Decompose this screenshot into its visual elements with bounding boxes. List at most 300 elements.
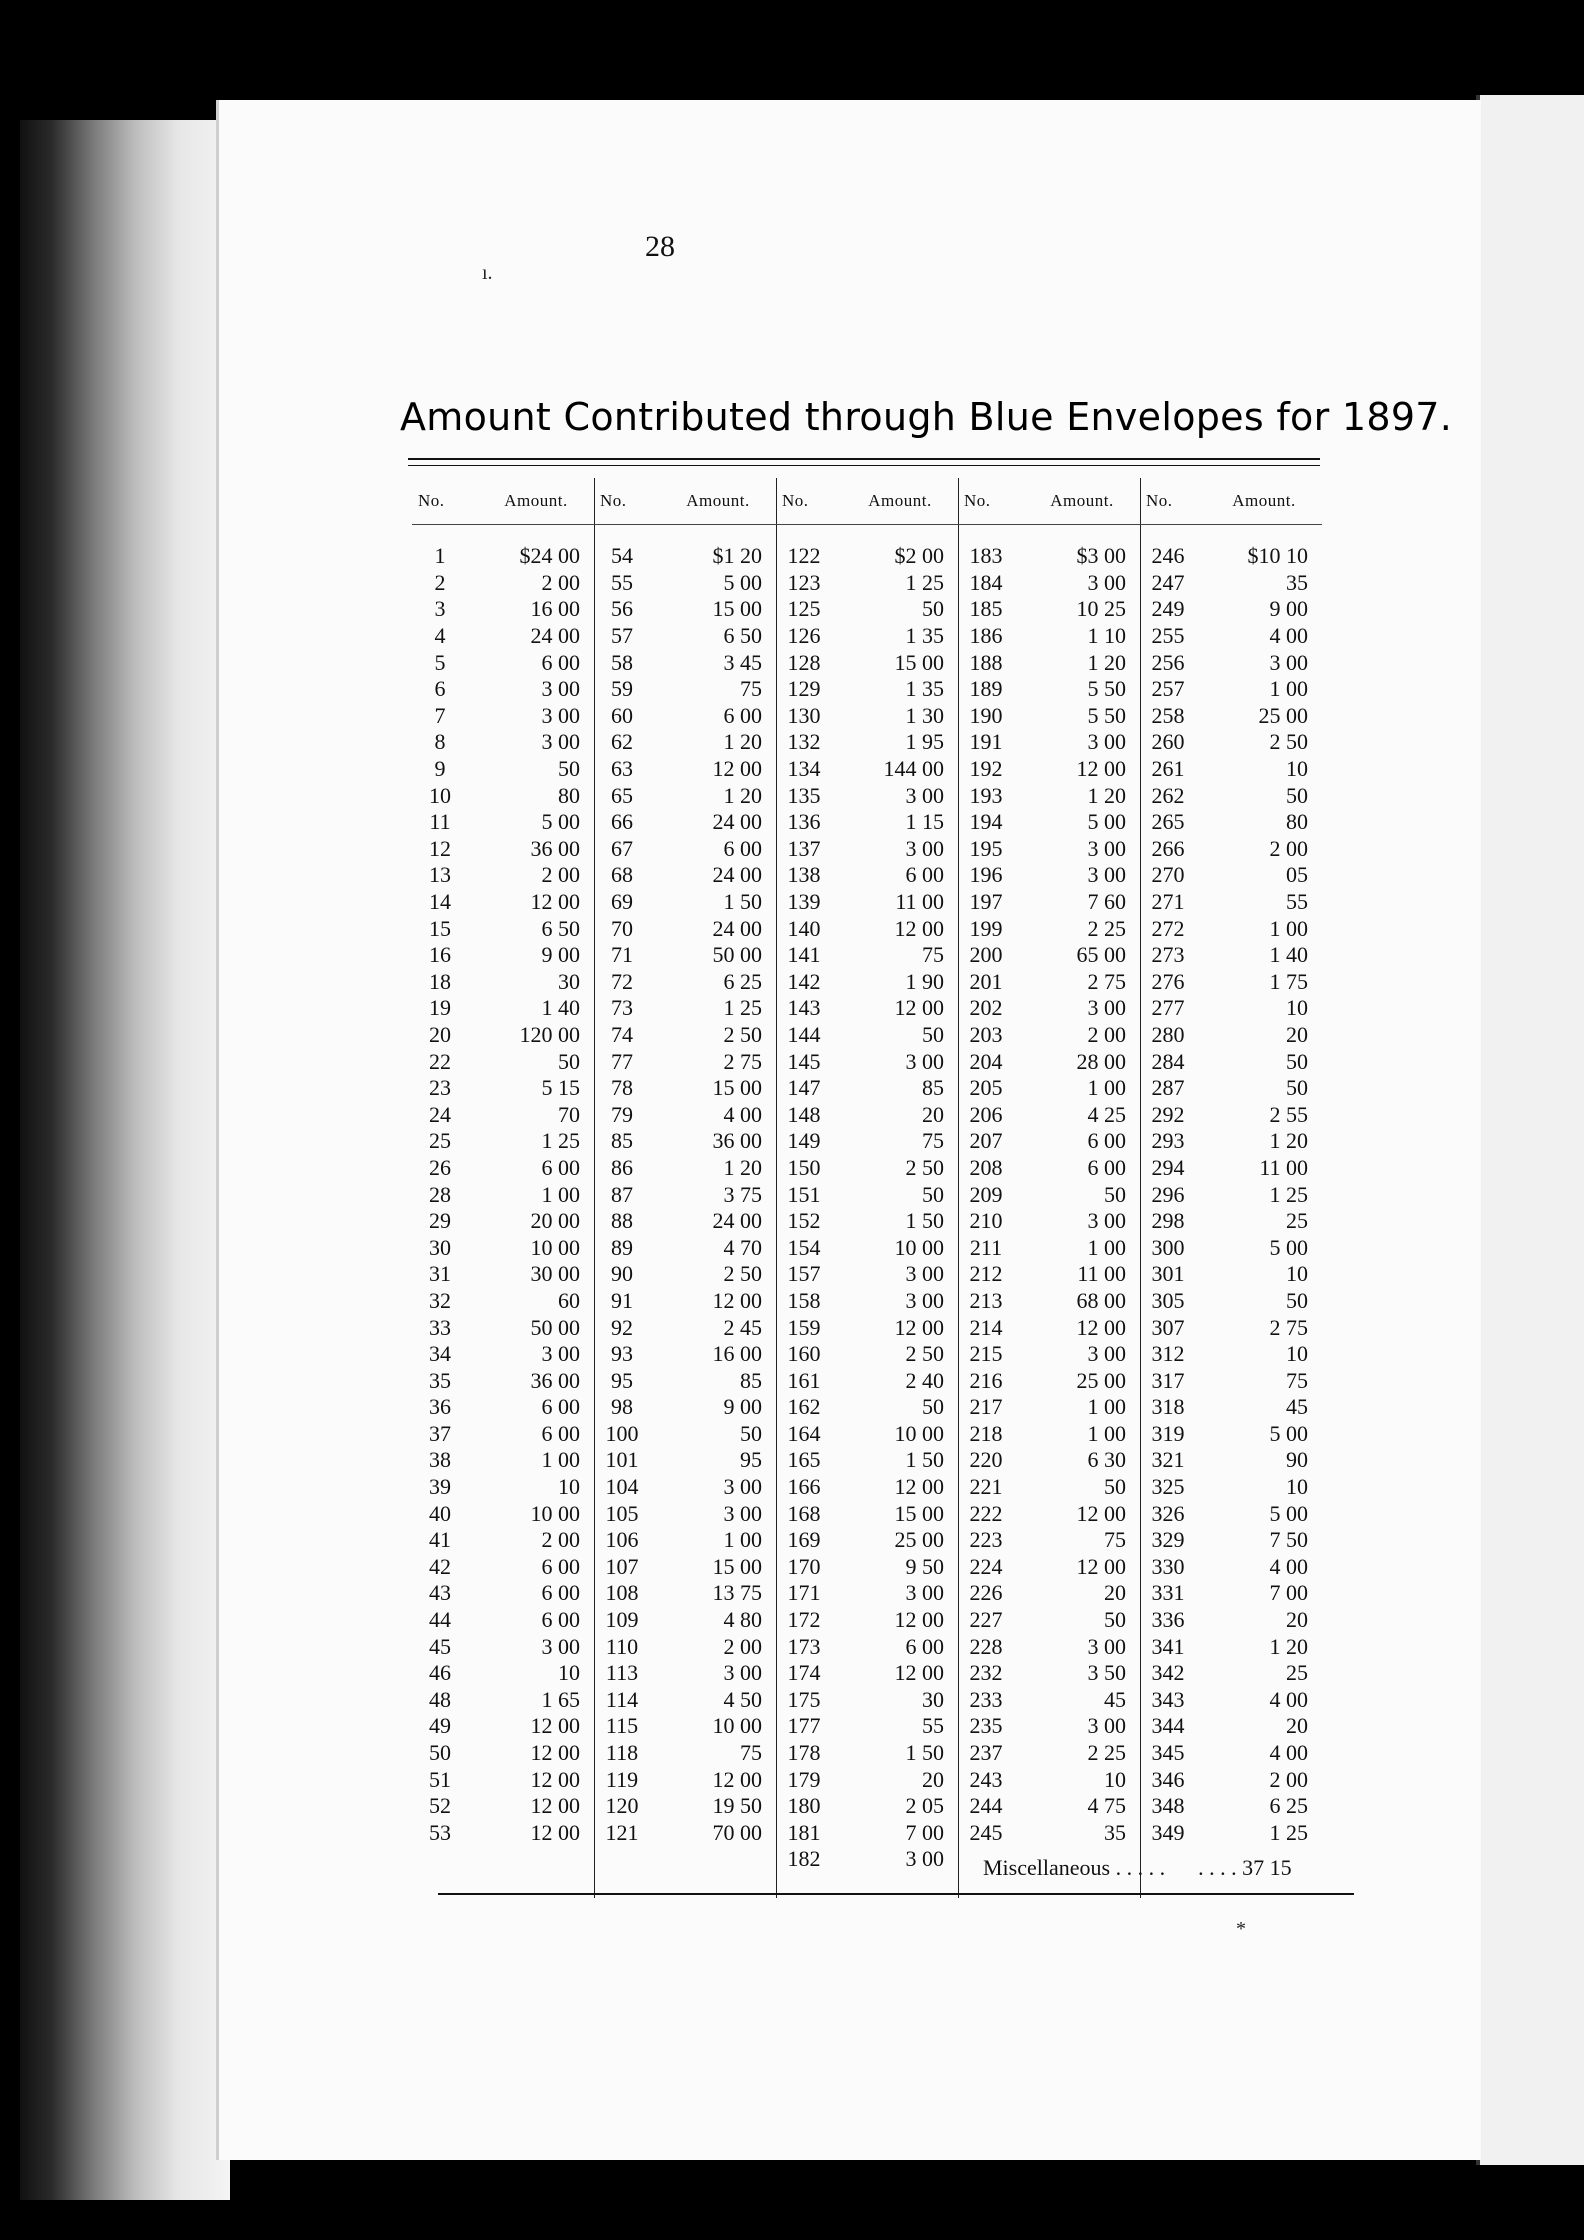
table-row xyxy=(776,1740,958,1767)
table-row xyxy=(412,995,594,1022)
amount-value: 20 xyxy=(1286,1607,1308,1633)
envelope-number: 273 xyxy=(1151,942,1185,968)
table-row xyxy=(1140,1367,1322,1394)
amount-value: 24 00 xyxy=(530,623,580,649)
amount-value: 50 xyxy=(1104,1474,1126,1500)
table-row xyxy=(412,1793,594,1820)
envelope-number: 41 xyxy=(429,1527,451,1553)
amount-value: 10 00 xyxy=(712,1713,762,1739)
envelope-number: 143 xyxy=(787,995,821,1021)
envelope-number: 348 xyxy=(1151,1793,1185,1819)
table-row xyxy=(412,1101,594,1128)
amount-value: 4 80 xyxy=(723,1607,762,1633)
table-row xyxy=(958,623,1140,650)
envelope-number: 26 xyxy=(429,1154,451,1180)
envelope-number: 130 xyxy=(787,702,821,728)
table-row xyxy=(776,676,958,703)
table-row xyxy=(958,1155,1140,1182)
table-row xyxy=(594,1766,776,1793)
amount-value: 68 00 xyxy=(1076,1287,1126,1313)
envelope-number: 33 xyxy=(429,1314,451,1340)
table-row xyxy=(412,1261,594,1288)
envelope-number: 166 xyxy=(787,1474,821,1500)
envelope-number: 119 xyxy=(605,1766,639,1792)
ink-mark: * xyxy=(1236,1918,1246,1940)
envelope-number: 71 xyxy=(611,942,633,968)
table-row xyxy=(776,1421,958,1448)
amount-value: 2 00 xyxy=(1269,835,1308,861)
envelope-number: 62 xyxy=(611,729,633,755)
envelope-number: 191 xyxy=(969,729,1003,755)
table-row xyxy=(412,1288,594,1315)
envelope-number: 161 xyxy=(787,1367,821,1393)
envelope-number: 192 xyxy=(969,756,1003,782)
page-number: 28 xyxy=(645,230,675,263)
envelope-number: 50 xyxy=(429,1740,451,1766)
amount-value: 45 xyxy=(1104,1686,1126,1712)
table-row xyxy=(958,1022,1140,1049)
envelope-number: 120 xyxy=(605,1793,639,1819)
amount-value: 3 00 xyxy=(541,729,580,755)
table-row xyxy=(594,1128,776,1155)
envelope-number: 329 xyxy=(1151,1527,1185,1553)
amount-value: 10 xyxy=(1286,1261,1308,1287)
amount-value: 20 xyxy=(922,1101,944,1127)
amount-value: 2 00 xyxy=(541,569,580,595)
amount-value: 1 50 xyxy=(723,889,762,915)
amount-value: 19 50 xyxy=(712,1793,762,1819)
amount-value: $1 20 xyxy=(712,543,762,569)
table-row xyxy=(1140,1687,1322,1714)
envelope-number: 56 xyxy=(611,596,633,622)
envelope-number: 233 xyxy=(969,1686,1003,1712)
column-header xyxy=(412,478,594,525)
table-row xyxy=(594,1527,776,1554)
table-row xyxy=(412,1447,594,1474)
table-row xyxy=(594,1314,776,1341)
envelope-number: 134 xyxy=(787,756,821,782)
envelope-number: 72 xyxy=(611,968,633,994)
envelope-number: 186 xyxy=(969,623,1003,649)
envelope-number: 213 xyxy=(969,1287,1003,1313)
table-row xyxy=(594,1075,776,1102)
envelope-number: 173 xyxy=(787,1633,821,1659)
envelope-number: 152 xyxy=(787,1208,821,1234)
amount-value: 6 00 xyxy=(541,1154,580,1180)
miscellaneous-line xyxy=(983,1855,1343,1881)
amount-value: 70 00 xyxy=(712,1819,762,1845)
table-row xyxy=(594,1820,776,1847)
table-row xyxy=(1140,1447,1322,1474)
table-row xyxy=(594,1101,776,1128)
title-double-rule xyxy=(408,458,1320,466)
table-row xyxy=(776,649,958,676)
table-row xyxy=(1140,1261,1322,1288)
amount-value: 55 xyxy=(1286,889,1308,915)
amount-value: 3 00 xyxy=(541,1341,580,1367)
amount-value: 11 00 xyxy=(895,889,944,915)
amount-value: 3 00 xyxy=(723,1474,762,1500)
envelope-number: 132 xyxy=(787,729,821,755)
table-row xyxy=(594,1554,776,1581)
amount-value: 9 00 xyxy=(541,942,580,968)
envelope-number: 227 xyxy=(969,1607,1003,1633)
table-row xyxy=(1140,1713,1322,1740)
amount-value: 9 00 xyxy=(723,1394,762,1420)
envelope-number: 256 xyxy=(1151,649,1185,675)
table-row xyxy=(412,756,594,783)
amount-value: 24 00 xyxy=(712,1208,762,1234)
envelope-number: 204 xyxy=(969,1048,1003,1074)
table-row xyxy=(958,1500,1140,1527)
table-row xyxy=(776,1500,958,1527)
book-page-edges xyxy=(20,120,230,2200)
envelope-number: 24 xyxy=(429,1101,451,1127)
envelope-number: 20 xyxy=(429,1021,451,1047)
table-row xyxy=(1140,782,1322,809)
envelope-number: 148 xyxy=(787,1101,821,1127)
envelope-number: 31 xyxy=(429,1261,451,1287)
table-row xyxy=(776,729,958,756)
table-row xyxy=(594,729,776,756)
table-row xyxy=(412,623,594,650)
envelope-number: 28 xyxy=(429,1181,451,1207)
envelope-number: 287 xyxy=(1151,1075,1185,1101)
miscellaneous-label: Miscellaneous xyxy=(983,1855,1111,1880)
table-row xyxy=(1140,1022,1322,1049)
table-row xyxy=(412,1394,594,1421)
amount-value: 4 25 xyxy=(1087,1101,1126,1127)
amount-value: 1 00 xyxy=(541,1447,580,1473)
amount-value: 1 15 xyxy=(905,809,944,835)
envelope-number: 224 xyxy=(969,1553,1003,1579)
table-row xyxy=(776,862,958,889)
table-row xyxy=(776,1101,958,1128)
envelope-number: 93 xyxy=(611,1341,633,1367)
table-row xyxy=(412,1607,594,1634)
envelope-number: 43 xyxy=(429,1580,451,1606)
table-row xyxy=(412,1554,594,1581)
amount-value: 2 75 xyxy=(1087,968,1126,994)
envelope-number: 69 xyxy=(611,889,633,915)
table-row xyxy=(1140,969,1322,996)
envelope-number: 101 xyxy=(605,1447,639,1473)
amount-value: 15 00 xyxy=(712,596,762,622)
amount-value: 4 00 xyxy=(723,1101,762,1127)
envelope-number: 42 xyxy=(429,1553,451,1579)
envelope-number: 319 xyxy=(1151,1420,1185,1446)
table-row xyxy=(776,1394,958,1421)
envelope-number: 144 xyxy=(787,1021,821,1047)
table-row xyxy=(958,969,1140,996)
envelope-number: 189 xyxy=(969,676,1003,702)
amount-value: 1 00 xyxy=(1087,1234,1126,1260)
table-row xyxy=(412,1740,594,1767)
amount-value: 50 00 xyxy=(530,1314,580,1340)
table-row xyxy=(958,1447,1140,1474)
amount-value: 30 00 xyxy=(530,1261,580,1287)
envelope-number: 331 xyxy=(1151,1580,1185,1606)
amount-value: 3 00 xyxy=(723,1660,762,1686)
amount-value: 25 00 xyxy=(1076,1367,1126,1393)
header-amount: Amount. xyxy=(1232,491,1296,510)
envelope-number: 194 xyxy=(969,809,1003,835)
header-amount: Amount. xyxy=(504,491,568,510)
envelope-number: 35 xyxy=(429,1367,451,1393)
amount-value: 6 00 xyxy=(541,1420,580,1446)
table-row xyxy=(412,703,594,730)
envelope-number: 246 xyxy=(1151,543,1185,569)
amount-value: 1 30 xyxy=(905,702,944,728)
envelope-number: 118 xyxy=(605,1740,639,1766)
table-row xyxy=(594,543,776,570)
table-row xyxy=(958,1766,1140,1793)
envelope-number: 300 xyxy=(1151,1234,1185,1260)
table-row xyxy=(958,782,1140,809)
amount-value: 1 20 xyxy=(1087,782,1126,808)
envelope-number: 104 xyxy=(605,1474,639,1500)
envelope-number: 172 xyxy=(787,1607,821,1633)
envelope-number: 258 xyxy=(1151,702,1185,728)
envelope-number: 91 xyxy=(611,1287,633,1313)
table-row xyxy=(776,1181,958,1208)
amount-value: 1 20 xyxy=(723,729,762,755)
table-row xyxy=(776,889,958,916)
envelope-number: 19 xyxy=(429,995,451,1021)
amount-value: 15 00 xyxy=(712,1553,762,1579)
amount-value: 36 00 xyxy=(530,835,580,861)
amount-value: 12 00 xyxy=(1076,1314,1126,1340)
table-row xyxy=(958,1075,1140,1102)
envelope-number: 65 xyxy=(611,782,633,808)
envelope-number: 90 xyxy=(611,1261,633,1287)
table-row xyxy=(958,1128,1140,1155)
table-row xyxy=(776,1341,958,1368)
amount-value: 1 40 xyxy=(541,995,580,1021)
table-row xyxy=(958,1607,1140,1634)
envelope-number: 114 xyxy=(605,1686,639,1712)
amount-value: 1 20 xyxy=(1269,1633,1308,1659)
envelope-number: 4 xyxy=(434,623,446,649)
amount-value: 24 00 xyxy=(712,809,762,835)
envelope-number: 88 xyxy=(611,1208,633,1234)
amount-value: 50 xyxy=(558,1048,580,1074)
table-row xyxy=(594,1022,776,1049)
amount-value: 1 00 xyxy=(541,1181,580,1207)
column-rows xyxy=(958,525,1140,1846)
amount-value: 3 00 xyxy=(905,1261,944,1287)
amount-value: 12 00 xyxy=(530,889,580,915)
table-row xyxy=(594,570,776,597)
amount-value: 10 xyxy=(1286,756,1308,782)
envelope-number: 125 xyxy=(787,596,821,622)
table-row xyxy=(958,729,1140,756)
table-row xyxy=(412,1633,594,1660)
amount-value: 50 xyxy=(922,1394,944,1420)
amount-value: 10 00 xyxy=(894,1234,944,1260)
envelope-number: 60 xyxy=(611,702,633,728)
amount-value: 50 xyxy=(922,1021,944,1047)
amount-value: 1 50 xyxy=(905,1208,944,1234)
amount-value: 12 00 xyxy=(894,1607,944,1633)
table-row xyxy=(958,1101,1140,1128)
amount-value: 25 xyxy=(1286,1660,1308,1686)
envelope-number: 169 xyxy=(787,1527,821,1553)
envelope-number: 22 xyxy=(429,1048,451,1074)
envelope-number: 261 xyxy=(1151,756,1185,782)
amount-value: 2 00 xyxy=(541,862,580,888)
amount-value: 75 xyxy=(922,1128,944,1154)
envelope-number: 165 xyxy=(787,1447,821,1473)
envelope-number: 212 xyxy=(969,1261,1003,1287)
table-row xyxy=(958,1660,1140,1687)
amount-value: 50 xyxy=(1286,782,1308,808)
envelope-number: 280 xyxy=(1151,1021,1185,1047)
amount-value: 3 00 xyxy=(905,1580,944,1606)
amount-value: 2 00 xyxy=(723,1633,762,1659)
table-row xyxy=(594,1048,776,1075)
amount-value: 9 00 xyxy=(1269,596,1308,622)
header-amount: Amount. xyxy=(868,491,932,510)
amount-value: 2 50 xyxy=(723,1021,762,1047)
envelope-number: 171 xyxy=(787,1580,821,1606)
envelope-number: 2 xyxy=(434,569,446,595)
amount-value: 15 00 xyxy=(712,1075,762,1101)
envelope-number: 307 xyxy=(1151,1314,1185,1340)
envelope-number: 222 xyxy=(969,1500,1003,1526)
table-row xyxy=(594,596,776,623)
envelope-number: 180 xyxy=(787,1793,821,1819)
amount-value: 36 00 xyxy=(530,1367,580,1393)
table-row xyxy=(776,1633,958,1660)
envelope-number: 140 xyxy=(787,915,821,941)
table-row xyxy=(776,1128,958,1155)
envelope-number: 170 xyxy=(787,1553,821,1579)
table-row xyxy=(412,836,594,863)
envelope-number: 343 xyxy=(1151,1686,1185,1712)
table-row xyxy=(412,915,594,942)
table-row xyxy=(594,756,776,783)
table-row xyxy=(958,649,1140,676)
table-row xyxy=(958,1421,1140,1448)
amount-value: 12 00 xyxy=(1076,1553,1126,1579)
envelope-number: 44 xyxy=(429,1607,451,1633)
amount-value: 4 50 xyxy=(723,1686,762,1712)
amount-value: 4 70 xyxy=(723,1234,762,1260)
envelope-number: 330 xyxy=(1151,1553,1185,1579)
table-row xyxy=(412,1820,594,1847)
amount-value: 2 50 xyxy=(723,1261,762,1287)
table-row xyxy=(1140,1181,1322,1208)
page-title: Amount Contributed through Blue Envelopes for 1897. xyxy=(400,395,1453,439)
amount-value: 11 00 xyxy=(1259,1154,1308,1180)
table-row xyxy=(594,1367,776,1394)
amount-value: 3 00 xyxy=(1087,835,1126,861)
table-row xyxy=(958,1474,1140,1501)
envelope-number: 228 xyxy=(969,1633,1003,1659)
envelope-number: 154 xyxy=(787,1234,821,1260)
amount-value: 25 00 xyxy=(894,1527,944,1553)
amount-value: 6 00 xyxy=(541,1553,580,1579)
envelope-number: 244 xyxy=(969,1793,1003,1819)
envelope-number: 12 xyxy=(429,835,451,861)
table-row xyxy=(412,1687,594,1714)
amount-value: 3 45 xyxy=(723,649,762,675)
envelope-number: 49 xyxy=(429,1713,451,1739)
table-row xyxy=(776,1314,958,1341)
table-row xyxy=(776,623,958,650)
table-row xyxy=(1140,1394,1322,1421)
amount-value: 50 xyxy=(1104,1181,1126,1207)
amount-value: 1 00 xyxy=(1087,1075,1126,1101)
table-row xyxy=(1140,1208,1322,1235)
envelope-number: 178 xyxy=(787,1740,821,1766)
envelope-number: 168 xyxy=(787,1500,821,1526)
envelope-number: 209 xyxy=(969,1181,1003,1207)
amount-value: 3 00 xyxy=(541,676,580,702)
amount-value: 1 65 xyxy=(541,1686,580,1712)
header-amount: Amount. xyxy=(686,491,750,510)
envelope-number: 68 xyxy=(611,862,633,888)
amount-value: 6 30 xyxy=(1087,1447,1126,1473)
table-row xyxy=(776,1022,958,1049)
envelope-number: 30 xyxy=(429,1234,451,1260)
amount-value: 12 00 xyxy=(894,1474,944,1500)
table-row xyxy=(412,969,594,996)
table-row xyxy=(594,1261,776,1288)
amount-value: 10 25 xyxy=(1076,596,1126,622)
envelope-number: 5 xyxy=(434,649,446,675)
amount-value: 2 55 xyxy=(1269,1101,1308,1127)
amount-value: 36 00 xyxy=(712,1128,762,1154)
table-row xyxy=(776,1288,958,1315)
table-row xyxy=(1140,1155,1322,1182)
table-row xyxy=(594,809,776,836)
table-row xyxy=(958,1820,1140,1847)
envelope-number: 197 xyxy=(969,889,1003,915)
table-row xyxy=(594,782,776,809)
amount-value: 12 00 xyxy=(530,1793,580,1819)
amount-value: 7 00 xyxy=(905,1819,944,1845)
table-row xyxy=(958,1181,1140,1208)
table-row xyxy=(776,1660,958,1687)
table-row xyxy=(594,1580,776,1607)
table-row xyxy=(594,1713,776,1740)
table-row xyxy=(776,1155,958,1182)
table-row xyxy=(1140,756,1322,783)
envelope-number: 128 xyxy=(787,649,821,675)
header-amount: Amount. xyxy=(1050,491,1114,510)
envelope-number: 277 xyxy=(1151,995,1185,1021)
envelope-number: 23 xyxy=(429,1075,451,1101)
amount-value: 1 25 xyxy=(1269,1819,1308,1845)
amount-value: 50 xyxy=(558,756,580,782)
envelope-number: 52 xyxy=(429,1793,451,1819)
table-row xyxy=(1140,1820,1322,1847)
amount-value: 2 00 xyxy=(1087,1021,1126,1047)
amount-value: 50 xyxy=(740,1420,762,1446)
amount-value: 10 xyxy=(1286,1474,1308,1500)
envelope-number: 174 xyxy=(787,1660,821,1686)
envelope-number: 220 xyxy=(969,1447,1003,1473)
amount-value: 3 00 xyxy=(1087,995,1126,1021)
amount-value: 4 00 xyxy=(1269,1740,1308,1766)
envelope-number: 179 xyxy=(787,1766,821,1792)
envelope-number: 235 xyxy=(969,1713,1003,1739)
table-row xyxy=(594,676,776,703)
table-row xyxy=(412,570,594,597)
envelope-number: 36 xyxy=(429,1394,451,1420)
